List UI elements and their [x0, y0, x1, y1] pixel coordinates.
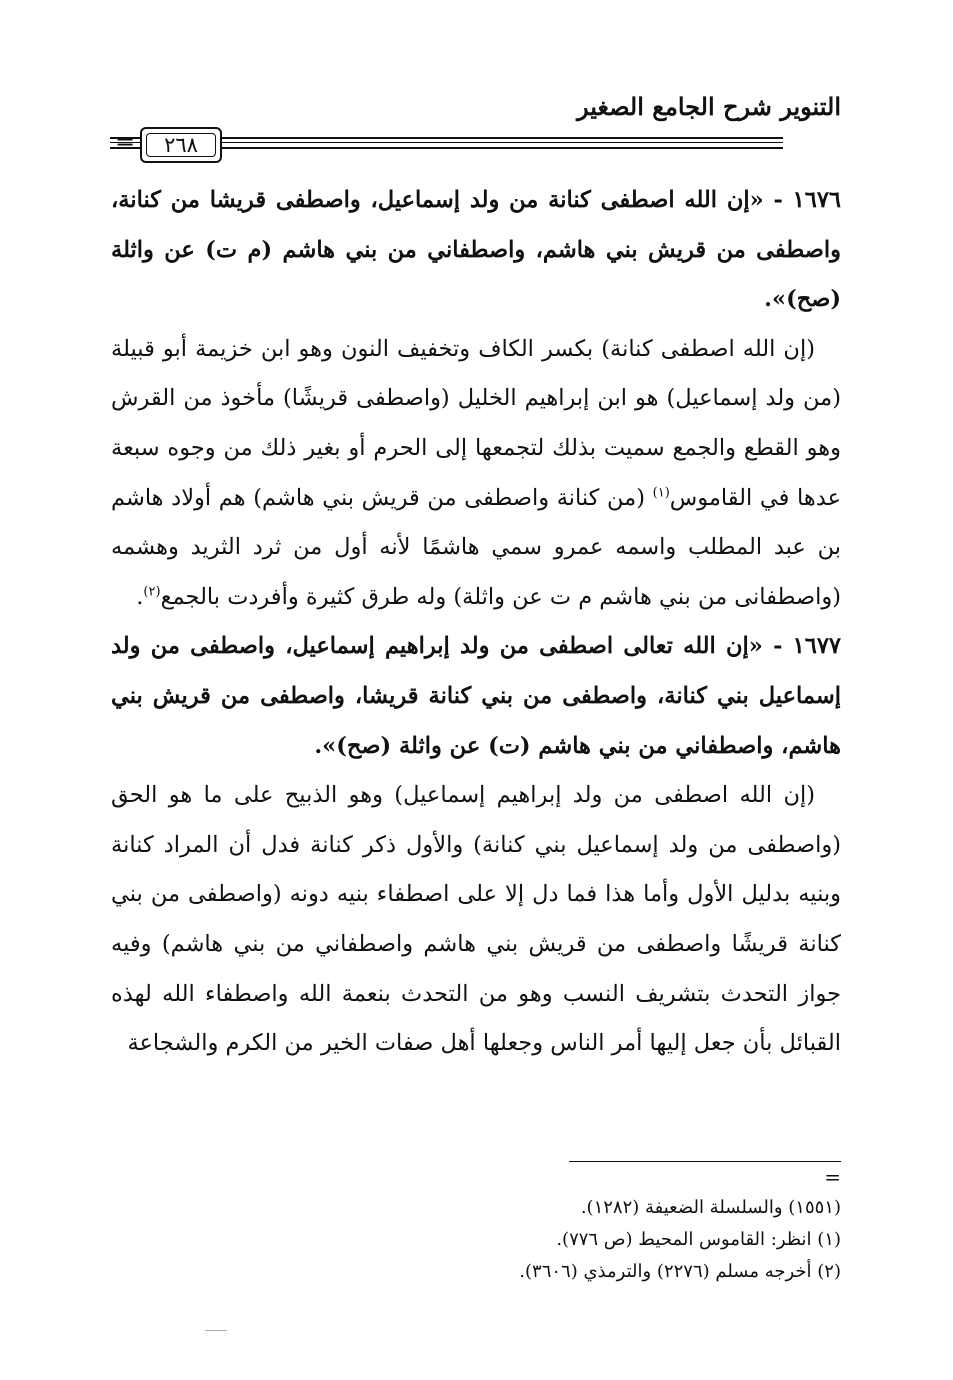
footnote-ref-2: (٢) — [143, 584, 161, 600]
commentary-text: (إن الله اصطفى كنانة) بكسر الكاف وتخفيف النون وهو ابن خزيمة أبو قبيلة (من ولد إسماعيل) هو ابن إبراهيم الخليل (واصطفى قريشًا) مأخوذ من القرش وهو القطع والجمع سميت بذلك لتجمعها إلى الحرم أو بغير ذلك من وجوه سبعة عدها في القاموس — [111, 335, 841, 511]
commentary-1676 — [111, 325, 841, 623]
commentary-text: (من كنانة واصطفى من قريش بني هاشم) هم أولاد هاشم بن عبد المطلب واسمه عمرو سمي هاشمًا لأنه أول من ثرد الثريد وهشمه (واصطفانى من بني هاشم م ت عن واثلة) وله طرق كثيرة وأفردت بالجمع — [111, 484, 841, 610]
main-text — [111, 176, 841, 1069]
footnotes — [111, 1192, 841, 1288]
footnote-continued: (١٥٥١) والسلسلة الضعيفة (١٢٨٢). — [580, 1197, 841, 1218]
page-number: ٢٦٨ — [140, 127, 222, 163]
footnote-2: (٢) أخرجه مسلم (٢٢٧٦) والترمذي (٣٦٠٦). — [519, 1261, 841, 1282]
commentary-text: . — [136, 583, 144, 610]
header-continuation-mark: = — [115, 128, 136, 156]
footnote-separator — [569, 1161, 841, 1162]
commentary-1677: (إن الله اصطفى من ولد إبراهيم إسماعيل) وهو الذبيح على ما هو الحق (واصطفى من ولد إسماعيل بني كنانة) والأول ذكر كنانة فدل أن المراد كنانة وبنيه بدليل الأول وأما هذا فما دل إلا على اصطفاء بنيه دونه (واصطفى من بني كنانة قريشًا واصطفى من قريش بني هاشم واصطفاني من بني هاشم) وفيه جواز التحدث بتشريف النسب وهو من التحدث بنعمة الله واصطفاء الله لهذه القبائل بأن جعل إليها أمر الناس وجعلها أهل صفات الخير من الكرم والشجاعة — [111, 782, 841, 1057]
footnote-continuation-mark: = — [824, 1165, 841, 1189]
footnote-1: (١) انظر: القاموس المحيط (ص ٧٧٦). — [556, 1229, 841, 1250]
hadith-1677: ١٦٧٧ - «إن الله تعالى اصطفى من ولد إبراهيم إسماعيل، واصطفى من ولد إسماعيل بني كنانة، واصطفى من بني كنانة قريشا، واصطفى من قريش بني هاشم، واصطفاني من بني هاشم (ت) عن واثلة (صح)». — [111, 633, 841, 759]
scan-mark — [205, 1330, 227, 1331]
running-header-title: التنوير شرح الجامع الصغير — [577, 92, 841, 121]
footnote-ref-1: (١) — [652, 485, 670, 501]
hadith-1676: ١٦٧٦ - «إن الله اصطفى كنانة من ولد إسماعيل، واصطفى قريشا من كنانة، واصطفى من قريش بني هاشم، واصطفاني من بني هاشم (م ت) عن واثلة (صح)». — [111, 187, 841, 313]
